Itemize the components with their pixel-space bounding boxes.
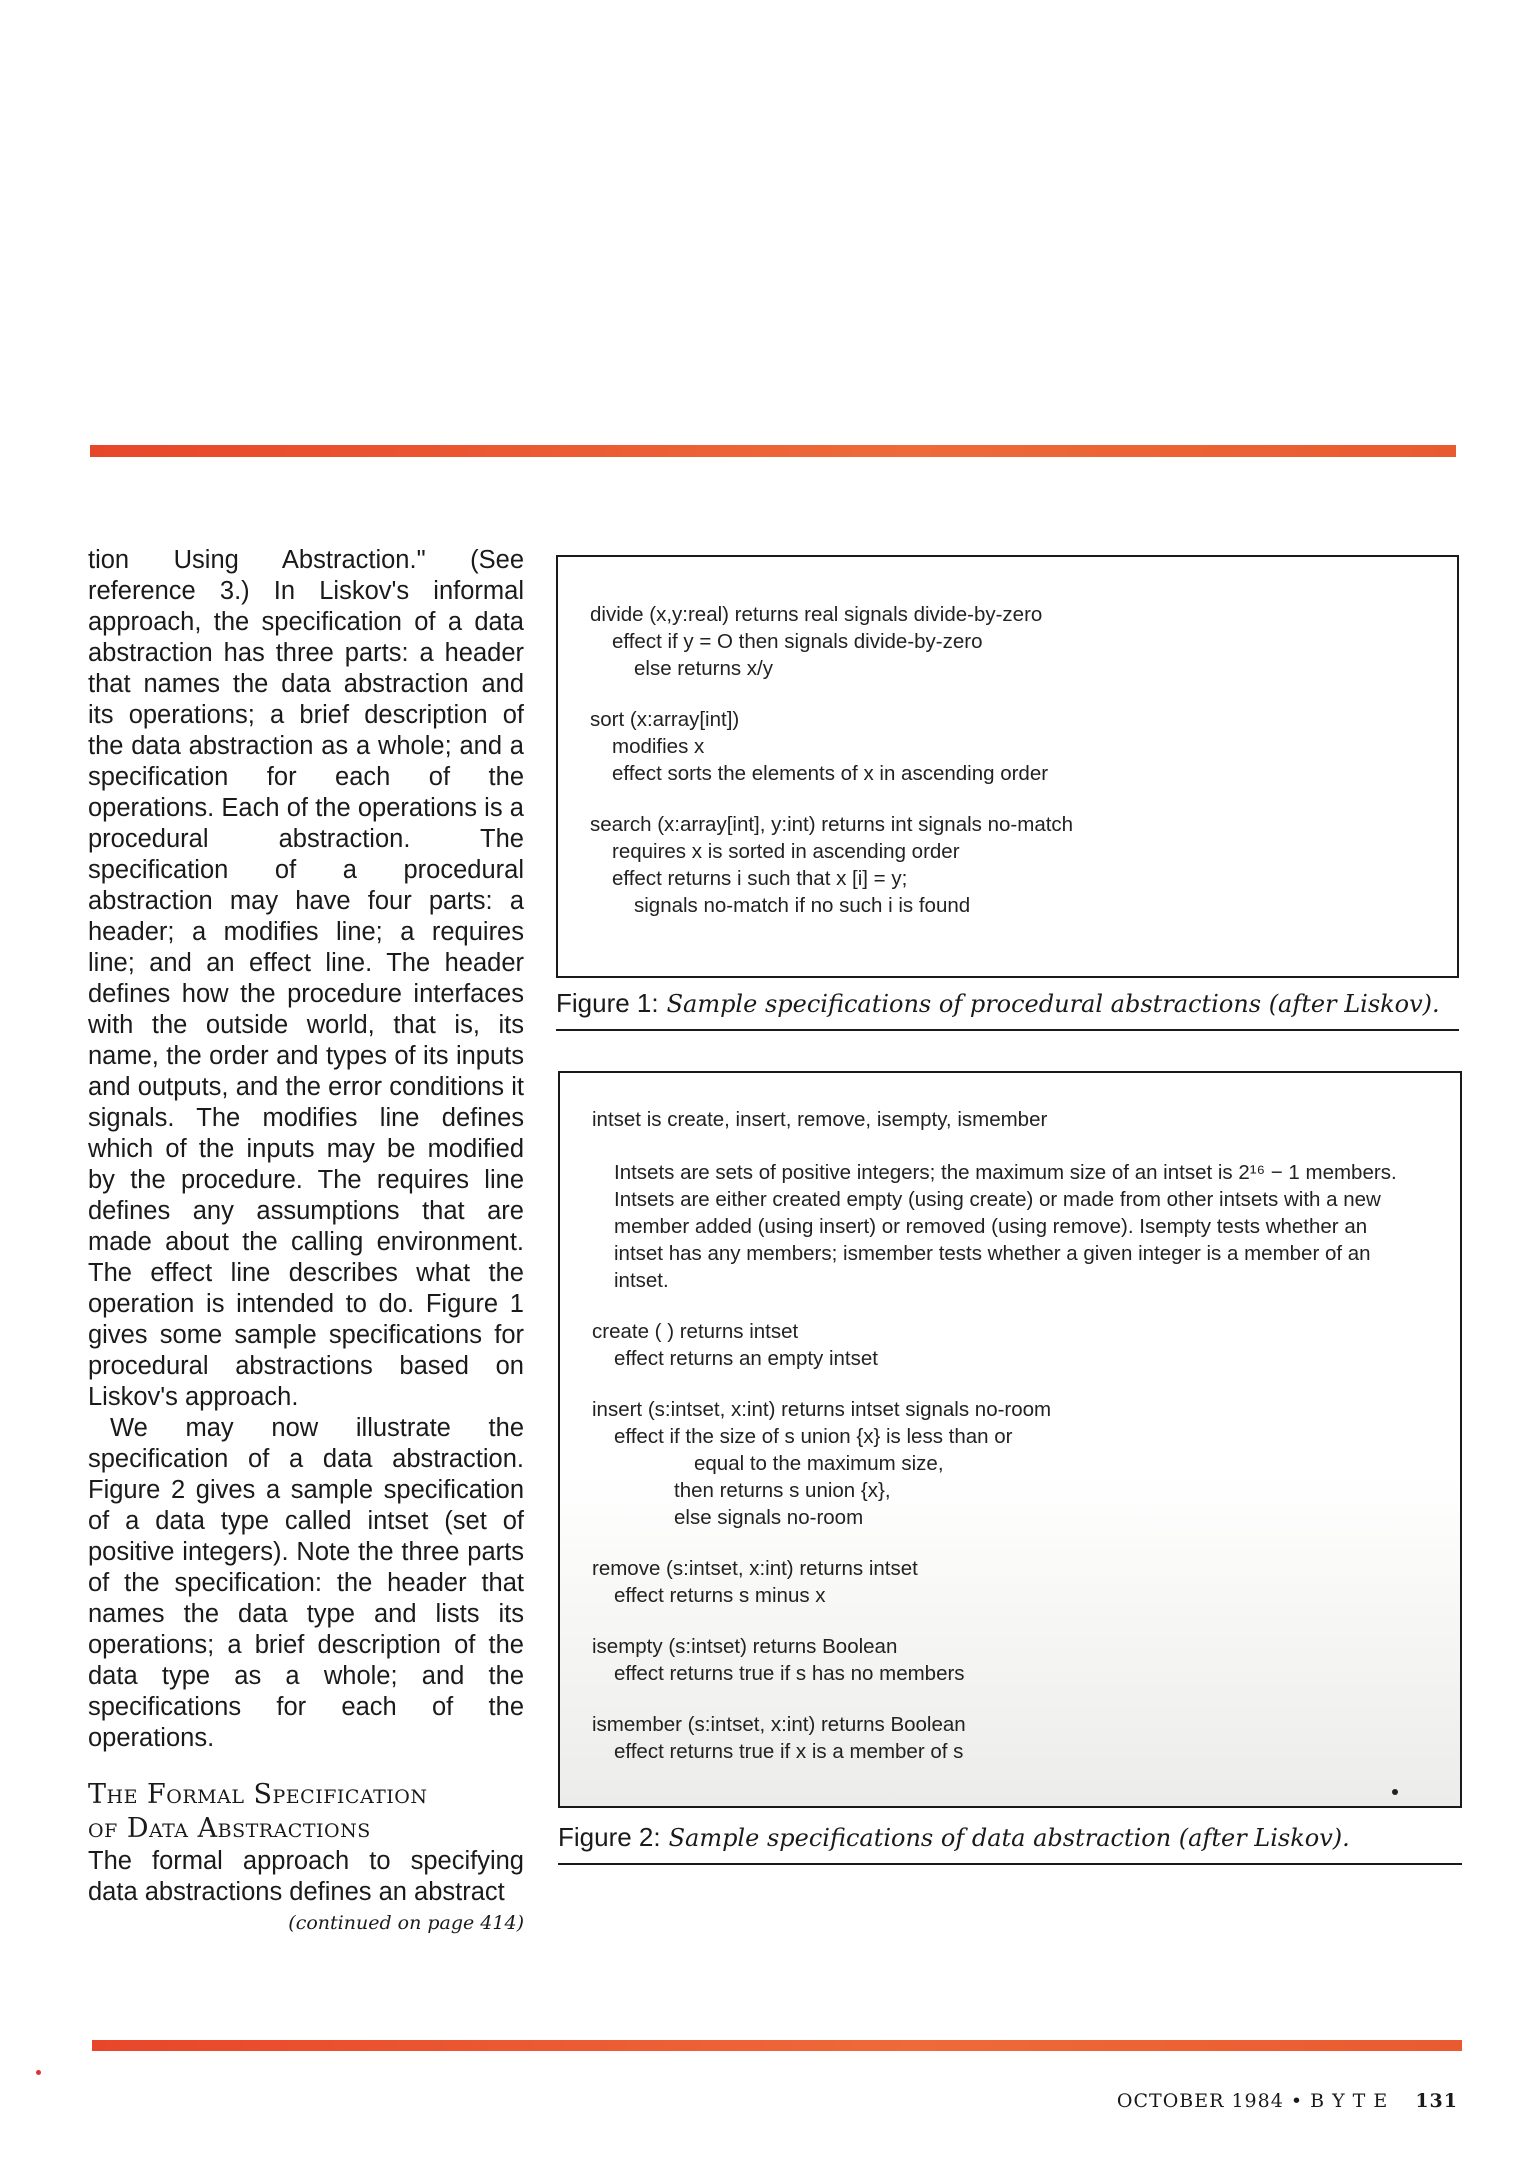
section-heading-line-2: of Data Abstractions — [88, 1813, 371, 1844]
page-footer — [1117, 2090, 1458, 2112]
figure-1-caption — [556, 988, 1459, 1031]
spec-block-sort — [590, 706, 1457, 787]
figure-2-caption — [558, 1822, 1462, 1865]
page-number: 131 — [1415, 2090, 1458, 2112]
op-ismember — [592, 1711, 1416, 1765]
code-line: else returns x/y — [634, 657, 773, 680]
code-line: create ( ) returns intset — [592, 1320, 799, 1343]
code-line: effect returns s minus x — [614, 1584, 826, 1607]
top-accent-rule — [90, 445, 1456, 457]
spec-block-search — [590, 811, 1457, 919]
op-isempty — [592, 1633, 1416, 1687]
code-line: isempty (s:intset) returns Boolean — [592, 1635, 898, 1658]
margin-speck-dot — [36, 2070, 41, 2075]
code-line: insert (s:intset, x:int) returns intset signals no-room — [592, 1398, 1052, 1421]
code-line: effect if y = O then signals divide-by-zero — [612, 630, 983, 653]
intset-description: Intsets are sets of positive integers; the maximum size of an intset is 2¹⁶ − 1 members. Intsets are either created empty (using create) or made from other intsets with a new member added (using insert) or removed (using remove). Isempty tests whether an intset has any members; ismember tests whether a given integer is a member of an intset. — [614, 1161, 1397, 1292]
code-line: requires x is sorted in ascending order — [612, 840, 960, 863]
speck-dot — [1392, 1789, 1398, 1795]
code-line: ismember (s:intset, x:int) returns Boolean — [592, 1713, 966, 1736]
code-line: effect returns true if s has no members — [614, 1662, 965, 1685]
op-remove — [592, 1555, 1416, 1609]
code-line: effect returns an empty intset — [614, 1347, 878, 1370]
code-line: sort (x:array[int]) — [590, 708, 740, 731]
intset-header: intset is create, insert, remove, isempty, ismember — [592, 1108, 1048, 1131]
code-line: modifies x — [612, 735, 705, 758]
code-line: then returns s union {x}, — [674, 1479, 891, 1502]
spec-block-divide — [590, 601, 1457, 682]
op-insert — [592, 1396, 1416, 1531]
code-line: remove (s:intset, x:int) returns intset — [592, 1557, 918, 1580]
figure-1-box — [556, 555, 1459, 978]
code-line: effect if the size of s union {x} is less than or — [614, 1425, 1013, 1448]
code-line: effect returns true if x is a member of s — [614, 1740, 964, 1763]
figure-2-caption-text: Sample specifications of data abstraction (after Liskov). — [668, 1824, 1350, 1852]
op-create — [592, 1318, 1416, 1372]
body-paragraph-2: We may now illustrate the specification of a data abstraction. Figure 2 gives a sample specification of a data type called intset (set of positive integers). Note the three parts of the specification: the header that names the data type and lists its operations; a brief description of the data type as a whole; and the specifications for each of the operations. — [88, 1414, 524, 1752]
section-heading-line-1: The Formal Specification — [88, 1779, 428, 1810]
bottom-accent-rule — [92, 2040, 1462, 2051]
code-line: divide (x,y:real) returns real signals divide-by-zero — [590, 603, 1043, 626]
body-paragraph-1: tion Using Abstraction." (See reference 3.) In Liskov's informal approach, the specification of a data abstraction has three parts: a header that names the data abstraction and its operations; a brief description of the data abstraction as a whole; and a specification for each of the operations. Each of the operations is a procedural abstraction. The specification of a procedural abstraction may have four parts: a header; a modifies line; a requires line; and an effect line. The header defines how the procedure interfaces with the outside world, that is, its name, the order and types of its inputs and outputs, and the error conditions it signals. The modifies line defines which of the inputs may be modified by the procedure. The requires line defines any assumptions that are made about the calling environment. The effect line describes what the operation is intended to do. Figure 1 gives some sample specifications for procedural abstractions based on Liskov's approach. — [88, 546, 524, 1411]
footer-issue: OCTOBER 1984 • B Y T E — [1116, 2090, 1389, 2112]
figure-2-box — [558, 1071, 1462, 1808]
section-heading — [88, 1778, 524, 1846]
code-line: search (x:array[int], y:int) returns int signals no-match — [590, 813, 1074, 836]
body-paragraph-3: The formal approach to specifying data abstractions defines an abstract — [88, 1847, 524, 1906]
body-text-column — [88, 545, 524, 1936]
code-line: else signals no-room — [674, 1506, 864, 1529]
code-line: effect sorts the elements of x in ascending order — [612, 762, 1049, 785]
figure-1-caption-text: Sample specifications of procedural abstractions (after Liskov). — [666, 990, 1440, 1018]
continued-note: (continued on page 414) — [288, 1912, 524, 1934]
figure-2-label: Figure 2: — [558, 1822, 661, 1852]
figure-1-label: Figure 1: — [556, 988, 659, 1018]
code-line: signals no-match if no such i is found — [634, 894, 971, 917]
code-line: equal to the maximum size, — [694, 1452, 944, 1475]
code-line: effect returns i such that x [i] = y; — [612, 867, 908, 890]
